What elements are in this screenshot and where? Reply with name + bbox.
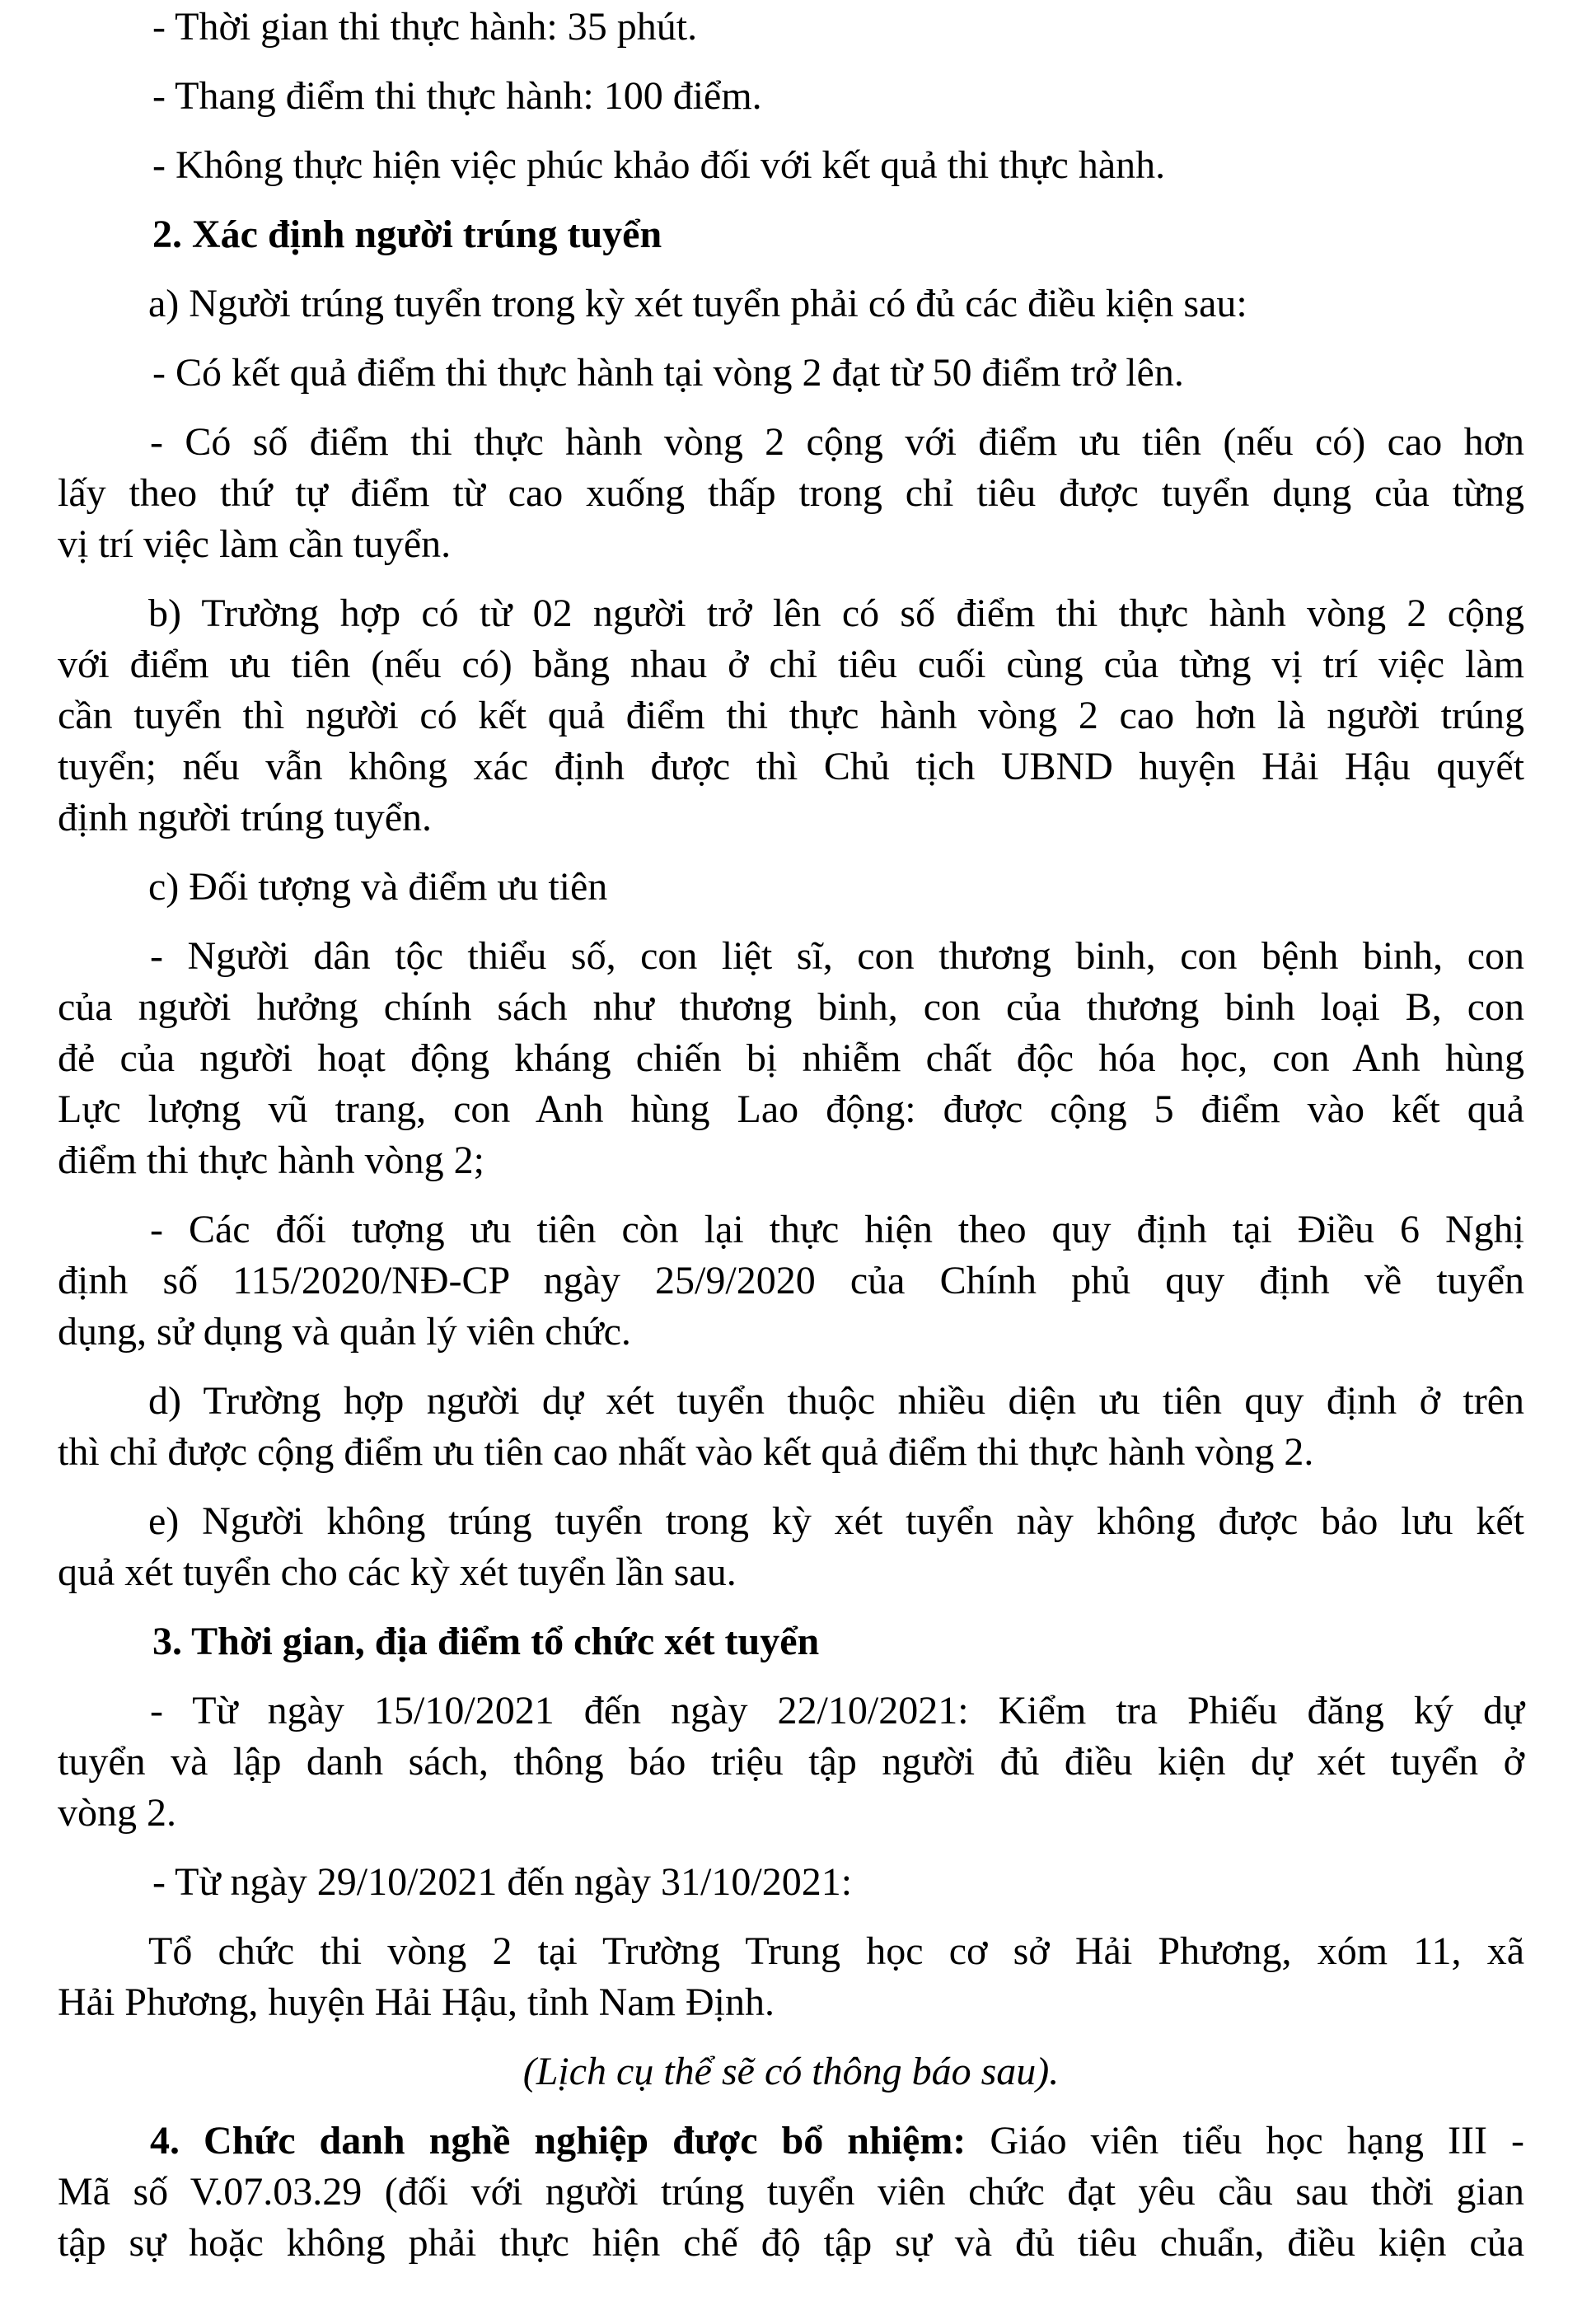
text-line: điểm thi thực hành vòng 2; — [58, 1139, 484, 1182]
text-line: - Không thực hiện việc phúc khảo đối với kết quả thi thực hành. — [152, 143, 1166, 187]
text-line: lấy theo thứ tự điểm từ cao xuống thấp trong chỉ tiêu được tuyển dụng của từng — [58, 471, 1524, 515]
text-line: định người trúng tuyển. — [58, 796, 433, 839]
section-heading-3: 3. Thời gian, địa điểm tổ chức xét tuyển — [152, 1620, 820, 1663]
text-line: - Người dân tộc thiểu số, con liệt sĩ, con thương binh, con bệnh binh, con — [150, 934, 1524, 978]
text-line: với điểm ưu tiên (nếu có) bằng nhau ở chỉ tiêu cuối cùng của từng vị trí việc làm — [58, 643, 1524, 686]
text-line: - Từ ngày 29/10/2021 đến ngày 31/10/2021: — [152, 1860, 853, 1904]
text-line: dụng, sử dụng và quản lý viên chức. — [58, 1310, 631, 1354]
text-line: d) Trường hợp người dự xét tuyển thuộc nhiều diện ưu tiên quy định ở trên — [148, 1379, 1524, 1423]
section-heading-4: 4. Chức danh nghề nghiệp được bổ nhiệm: — [150, 2119, 967, 2163]
text-line: cần tuyển thì người có kết quả điểm thi thực hành vòng 2 cao hơn là người trúng — [58, 694, 1524, 737]
section-heading-4-line — [58, 2116, 1524, 2167]
text-line: tập sự hoặc không phải thực hiện chế độ tập sự và đủ tiêu chuẩn, điều kiện của — [58, 2221, 1524, 2265]
text-line: Hải Phương, huyện Hải Hậu, tỉnh Nam Định. — [58, 1980, 775, 2024]
text-line: - Thời gian thi thực hành: 35 phút. — [152, 5, 698, 49]
section-heading-2: 2. Xác định người trúng tuyển — [152, 213, 662, 256]
schedule-note: (Lịch cụ thể sẽ có thông báo sau). — [522, 2050, 1060, 2093]
text-line: c) Đối tượng và điểm ưu tiên — [148, 865, 608, 909]
text-line: - Có số điểm thi thực hành vòng 2 cộng với điểm ưu tiên (nếu có) cao hơn — [150, 420, 1524, 464]
text-line: định số 115/2020/NĐ-CP ngày 25/9/2020 của Chính phủ quy định về tuyển — [58, 1259, 1524, 1302]
text-line: vị trí việc làm cần tuyển. — [58, 522, 452, 566]
text-line: e) Người không trúng tuyển trong kỳ xét tuyển này không được bảo lưu kết — [148, 1499, 1524, 1543]
text-line: Tổ chức thi vòng 2 tại Trường Trung học cơ sở Hải Phương, xóm 11, xã — [148, 1929, 1524, 1973]
text-line: - Các đối tượng ưu tiên còn lại thực hiện theo quy định tại Điều 6 Nghị — [150, 1208, 1524, 1251]
text-line: vòng 2. — [58, 1791, 176, 1835]
text-line: Mã số V.07.03.29 (đối với người trúng tuyển viên chức đạt yêu cầu sau thời gian — [58, 2170, 1524, 2214]
text-line: - Từ ngày 15/10/2021 đến ngày 22/10/2021: Kiểm tra Phiếu đăng ký dự — [150, 1689, 1524, 1732]
text-line: a) Người trúng tuyển trong kỳ xét tuyển phải có đủ các điều kiện sau: — [148, 282, 1247, 325]
text-line: thì chỉ được cộng điểm ưu tiên cao nhất vào kết quả điểm thi thực hành vòng 2. — [58, 1430, 1314, 1474]
text-line: - Có kết quả điểm thi thực hành tại vòng 2 đạt từ 50 điểm trở lên. — [152, 351, 1184, 395]
text-line: quả xét tuyển cho các kỳ xét tuyển lần sau. — [58, 1550, 737, 1594]
text-line: của người hưởng chính sách như thương binh, con của thương binh loại B, con — [58, 985, 1524, 1029]
text-line: - Thang điểm thi thực hành: 100 điểm. — [152, 74, 762, 118]
text-line: b) Trường hợp có từ 02 người trở lên có số điểm thi thực hành vòng 2 cộng — [148, 592, 1524, 635]
text-line: đẻ của người hoạt động kháng chiến bị nhiễm chất độc hóa học, con Anh hùng — [58, 1036, 1524, 1080]
text-line: Lực lượng vũ trang, con Anh hùng Lao động: được cộng 5 điểm vào kết quả — [58, 1087, 1524, 1131]
text-line: tuyển và lập danh sách, thông báo triệu tập người đủ điều kiện dự xét tuyển ở — [58, 1740, 1524, 1784]
text-line: tuyển; nếu vẫn không xác định được thì Chủ tịch UBND huyện Hải Hậu quyết — [58, 745, 1524, 788]
text-fragment: Giáo viên tiểu học hạng III - — [966, 2119, 1524, 2163]
